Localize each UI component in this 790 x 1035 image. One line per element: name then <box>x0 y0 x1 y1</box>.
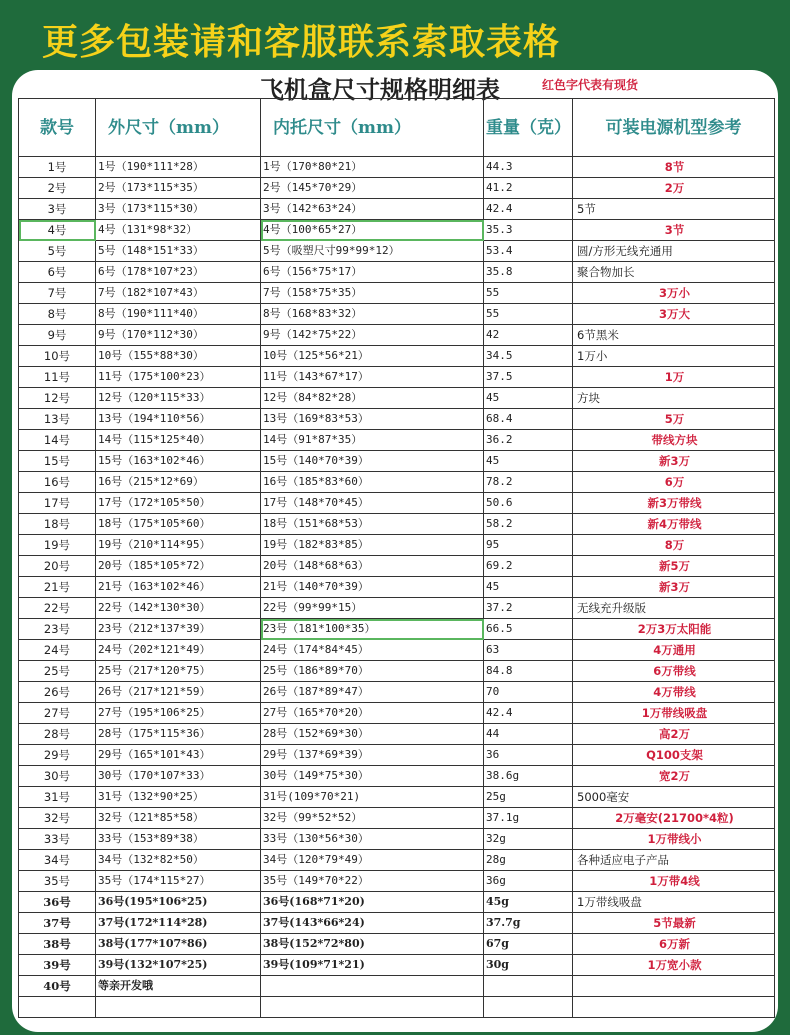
cell-inner-size: 25号（186*89*70） <box>261 661 484 682</box>
cell-compatible-model: 6万带线 <box>573 661 775 682</box>
cell-inner-size: 36号(168*71*20) <box>261 892 484 913</box>
cell-compatible-model: 带线方块 <box>573 430 775 451</box>
cell-weight: 45 <box>484 577 573 598</box>
cell-weight: 36.2 <box>484 430 573 451</box>
cell-weight: 45 <box>484 451 573 472</box>
cell-weight: 45 <box>484 388 573 409</box>
cell-outer-size: 10号（155*88*30） <box>96 346 261 367</box>
cell-model-no: 1号 <box>19 157 96 178</box>
cell-model-no: 15号 <box>19 451 96 472</box>
cell-model-no: 5号 <box>19 241 96 262</box>
banner-title: 更多包装请和客服联系索取表格 <box>42 22 561 63</box>
table-row <box>19 304 775 325</box>
cell-outer-size: 11号（175*100*23） <box>96 367 261 388</box>
cell-outer-size: 31号（132*90*25） <box>96 787 261 808</box>
cell-outer-size: 22号（142*130*30） <box>96 598 261 619</box>
cell-weight: 42 <box>484 325 573 346</box>
cell-compatible-model: 6万新 <box>573 934 775 955</box>
cell-compatible-model: 2万 <box>573 178 775 199</box>
cell-outer-size <box>96 997 261 1018</box>
cell-outer-size: 8号（190*111*40） <box>96 304 261 325</box>
cell-model-no: 30号 <box>19 766 96 787</box>
cell-model-no: 13号 <box>19 409 96 430</box>
cell-weight: 37.1g <box>484 808 573 829</box>
cell-compatible-model: 新3万 <box>573 577 775 598</box>
cell-outer-size: 34号（132*82*50） <box>96 850 261 871</box>
cell-outer-size: 36号(195*106*25) <box>96 892 261 913</box>
cell-outer-size: 32号（121*85*58） <box>96 808 261 829</box>
cell-compatible-model: 1万带4线 <box>573 871 775 892</box>
cell-weight: 69.2 <box>484 556 573 577</box>
cell-compatible-model: 3节 <box>573 220 775 241</box>
table-row <box>19 682 775 703</box>
cell-outer-size: 37号(172*114*28) <box>96 913 261 934</box>
cell-weight: 37.7g <box>484 913 573 934</box>
cell-outer-size: 14号（115*125*40） <box>96 430 261 451</box>
table-row <box>19 325 775 346</box>
cell-compatible-model: 新3万 <box>573 451 775 472</box>
table-row <box>19 703 775 724</box>
cell-weight: 37.5 <box>484 367 573 388</box>
cell-outer-size: 1号（190*111*28） <box>96 157 261 178</box>
cell-weight: 34.5 <box>484 346 573 367</box>
cell-outer-size: 19号（210*114*95） <box>96 535 261 556</box>
cell-inner-size: 23号（181*100*35） <box>261 619 484 640</box>
cell-outer-size: 2号（173*115*35） <box>96 178 261 199</box>
cell-weight: 70 <box>484 682 573 703</box>
table-row <box>19 598 775 619</box>
cell-model-no: 23号 <box>19 619 96 640</box>
cell-weight: 44 <box>484 724 573 745</box>
cell-outer-size: 18号（175*105*60） <box>96 514 261 535</box>
cell-outer-size: 13号（194*110*56） <box>96 409 261 430</box>
cell-inner-size: 26号（187*89*47） <box>261 682 484 703</box>
cell-compatible-model: 2万3万太阳能 <box>573 619 775 640</box>
cell-model-no: 29号 <box>19 745 96 766</box>
cell-weight: 42.4 <box>484 703 573 724</box>
cell-inner-size: 19号（182*83*85） <box>261 535 484 556</box>
cell-compatible-model: 4万通用 <box>573 640 775 661</box>
table-row <box>19 430 775 451</box>
table-row <box>19 535 775 556</box>
cell-outer-size: 29号（165*101*43） <box>96 745 261 766</box>
cell-model-no: 28号 <box>19 724 96 745</box>
cell-compatible-model: 2万毫安(21700*4粒) <box>573 808 775 829</box>
cell-outer-size: 39号(132*107*25) <box>96 955 261 976</box>
cell-model-no: 37号 <box>19 913 96 934</box>
cell-outer-size: 35号（174*115*27） <box>96 871 261 892</box>
table-row <box>19 745 775 766</box>
cell-model-no: 6号 <box>19 262 96 283</box>
cell-model-no: 16号 <box>19 472 96 493</box>
table-row <box>19 913 775 934</box>
cell-inner-size: 21号（140*70*39） <box>261 577 484 598</box>
cell-inner-size: 28号（152*69*30） <box>261 724 484 745</box>
cell-weight: 53.4 <box>484 241 573 262</box>
cell-outer-size: 17号（172*105*50） <box>96 493 261 514</box>
cell-weight <box>484 976 573 997</box>
cell-weight: 36g <box>484 871 573 892</box>
cell-weight: 35.8 <box>484 262 573 283</box>
spec-table <box>18 98 775 1018</box>
cell-outer-size: 24号（202*121*49） <box>96 640 261 661</box>
cell-outer-size: 9号（170*112*30） <box>96 325 261 346</box>
cell-model-no: 4号 <box>19 220 96 241</box>
table-row <box>19 409 775 430</box>
table-row <box>19 640 775 661</box>
cell-inner-size: 20号（148*68*63） <box>261 556 484 577</box>
cell-inner-size: 15号（140*70*39） <box>261 451 484 472</box>
cell-weight: 30g <box>484 955 573 976</box>
cell-inner-size: 29号（137*69*39） <box>261 745 484 766</box>
cell-model-no: 21号 <box>19 577 96 598</box>
cell-inner-size: 7号（158*75*35） <box>261 283 484 304</box>
cell-inner-size: 37号(143*66*24) <box>261 913 484 934</box>
cell-outer-size: 26号（217*121*59） <box>96 682 261 703</box>
cell-inner-size: 35号（149*70*22） <box>261 871 484 892</box>
cell-model-no: 32号 <box>19 808 96 829</box>
table-row <box>19 997 775 1018</box>
table-row <box>19 367 775 388</box>
cell-compatible-model: 方块 <box>573 388 775 409</box>
cell-weight: 25g <box>484 787 573 808</box>
cell-weight: 78.2 <box>484 472 573 493</box>
table-row <box>19 472 775 493</box>
cell-model-no: 9号 <box>19 325 96 346</box>
cell-model-no: 10号 <box>19 346 96 367</box>
cell-weight: 95 <box>484 535 573 556</box>
cell-compatible-model: 5000毫安 <box>573 787 775 808</box>
cell-weight: 37.2 <box>484 598 573 619</box>
cell-compatible-model: 1万小 <box>573 346 775 367</box>
cell-weight <box>484 997 573 1018</box>
cell-inner-size: 22号（99*99*15） <box>261 598 484 619</box>
cell-compatible-model: 4万带线 <box>573 682 775 703</box>
cell-outer-size: 等亲开发哦 <box>96 976 261 997</box>
cell-compatible-model: Q100支架 <box>573 745 775 766</box>
cell-inner-size: 27号（165*70*20） <box>261 703 484 724</box>
cell-model-no: 17号 <box>19 493 96 514</box>
cell-model-no: 35号 <box>19 871 96 892</box>
cell-model-no: 25号 <box>19 661 96 682</box>
table-row <box>19 829 775 850</box>
cell-model-no: 39号 <box>19 955 96 976</box>
cell-model-no: 40号 <box>19 976 96 997</box>
cell-model-no: 11号 <box>19 367 96 388</box>
table-row <box>19 955 775 976</box>
cell-model-no: 2号 <box>19 178 96 199</box>
cell-outer-size: 38号(177*107*86) <box>96 934 261 955</box>
cell-inner-size: 16号（185*83*60） <box>261 472 484 493</box>
cell-model-no: 7号 <box>19 283 96 304</box>
cell-outer-size: 27号（195*106*25） <box>96 703 261 724</box>
cell-compatible-model: 新4万带线 <box>573 514 775 535</box>
cell-compatible-model: 6节黑米 <box>573 325 775 346</box>
cell-model-no: 38号 <box>19 934 96 955</box>
promo-banner <box>0 0 790 70</box>
cell-compatible-model: 1万带线吸盘 <box>573 703 775 724</box>
cell-inner-size: 3号（142*63*24） <box>261 199 484 220</box>
cell-inner-size: 24号（174*84*45） <box>261 640 484 661</box>
cell-inner-size: 10号（125*56*21） <box>261 346 484 367</box>
cell-compatible-model: 高2万 <box>573 724 775 745</box>
cell-compatible-model: 8万 <box>573 535 775 556</box>
cell-compatible-model: 1万带线吸盘 <box>573 892 775 913</box>
cell-weight: 55 <box>484 304 573 325</box>
cell-compatible-model: 1万带线小 <box>573 829 775 850</box>
cell-model-no: 34号 <box>19 850 96 871</box>
cell-inner-size: 33号（130*56*30） <box>261 829 484 850</box>
header-model-no: 款号 <box>19 99 96 157</box>
table-row <box>19 388 775 409</box>
table-row <box>19 934 775 955</box>
cell-inner-size: 8号（168*83*32） <box>261 304 484 325</box>
cell-outer-size: 15号（163*102*46） <box>96 451 261 472</box>
cell-inner-size: 4号（100*65*27） <box>261 220 484 241</box>
cell-inner-size: 14号（91*87*35） <box>261 430 484 451</box>
table-row <box>19 556 775 577</box>
cell-outer-size: 16号（215*12*69） <box>96 472 261 493</box>
sheet-title: 飞机盒尺寸规格明细表 <box>260 75 500 104</box>
cell-compatible-model: 5万 <box>573 409 775 430</box>
cell-outer-size: 7号（182*107*43） <box>96 283 261 304</box>
cell-outer-size: 25号（217*120*75） <box>96 661 261 682</box>
spec-sheet <box>12 70 778 1032</box>
header-weight: 重量（克） <box>484 99 573 157</box>
cell-inner-size: 31号(109*70*21) <box>261 787 484 808</box>
cell-inner-size: 39号(109*71*21) <box>261 955 484 976</box>
cell-compatible-model: 8节 <box>573 157 775 178</box>
table-row <box>19 283 775 304</box>
cell-model-no: 20号 <box>19 556 96 577</box>
table-row <box>19 661 775 682</box>
cell-inner-size: 32号（99*52*52） <box>261 808 484 829</box>
cell-compatible-model: 宽2万 <box>573 766 775 787</box>
cell-compatible-model: 5节最新 <box>573 913 775 934</box>
cell-outer-size: 20号（185*105*72） <box>96 556 261 577</box>
header-inner-size: 内托尺寸（mm） <box>261 99 484 157</box>
cell-weight: 68.4 <box>484 409 573 430</box>
cell-weight: 35.3 <box>484 220 573 241</box>
table-row <box>19 976 775 997</box>
table-row <box>19 724 775 745</box>
cell-model-no: 12号 <box>19 388 96 409</box>
cell-model-no: 18号 <box>19 514 96 535</box>
cell-compatible-model: 5节 <box>573 199 775 220</box>
cell-inner-size: 38号(152*72*80) <box>261 934 484 955</box>
cell-compatible-model: 1万宽小款 <box>573 955 775 976</box>
cell-weight: 58.2 <box>484 514 573 535</box>
cell-weight: 66.5 <box>484 619 573 640</box>
table-header-row <box>19 99 775 157</box>
cell-compatible-model: 3万小 <box>573 283 775 304</box>
cell-inner-size: 5号（吸塑尺寸99*99*12） <box>261 241 484 262</box>
cell-weight: 38.6g <box>484 766 573 787</box>
cell-compatible-model: 新5万 <box>573 556 775 577</box>
cell-compatible-model <box>573 997 775 1018</box>
cell-compatible-model: 无线充升级版 <box>573 598 775 619</box>
table-row <box>19 220 775 241</box>
cell-compatible-model: 圆/方形无线充通用 <box>573 241 775 262</box>
cell-weight: 63 <box>484 640 573 661</box>
cell-model-no <box>19 997 96 1018</box>
cell-compatible-model: 1万 <box>573 367 775 388</box>
cell-weight: 42.4 <box>484 199 573 220</box>
table-row <box>19 619 775 640</box>
table-row <box>19 577 775 598</box>
table-row <box>19 892 775 913</box>
cell-model-no: 19号 <box>19 535 96 556</box>
cell-model-no: 26号 <box>19 682 96 703</box>
cell-inner-size <box>261 976 484 997</box>
cell-inner-size: 30号（149*75*30） <box>261 766 484 787</box>
cell-compatible-model: 各种适应电子产品 <box>573 850 775 871</box>
cell-weight: 67g <box>484 934 573 955</box>
cell-outer-size: 3号（173*115*30） <box>96 199 261 220</box>
cell-model-no: 36号 <box>19 892 96 913</box>
cell-weight: 44.3 <box>484 157 573 178</box>
table-row <box>19 178 775 199</box>
table-row <box>19 346 775 367</box>
cell-weight: 84.8 <box>484 661 573 682</box>
cell-model-no: 33号 <box>19 829 96 850</box>
table-row <box>19 451 775 472</box>
table-row <box>19 514 775 535</box>
cell-weight: 45g <box>484 892 573 913</box>
table-row <box>19 262 775 283</box>
cell-model-no: 3号 <box>19 199 96 220</box>
stock-note: 红色字代表有现货 <box>542 78 639 92</box>
cell-weight: 36 <box>484 745 573 766</box>
cell-inner-size: 34号（120*79*49） <box>261 850 484 871</box>
cell-weight: 50.6 <box>484 493 573 514</box>
cell-compatible-model: 6万 <box>573 472 775 493</box>
cell-outer-size: 28号（175*115*36） <box>96 724 261 745</box>
cell-inner-size: 1号（170*80*21） <box>261 157 484 178</box>
cell-model-no: 22号 <box>19 598 96 619</box>
cell-model-no: 24号 <box>19 640 96 661</box>
cell-inner-size <box>261 997 484 1018</box>
cell-outer-size: 12号（120*115*33） <box>96 388 261 409</box>
cell-compatible-model <box>573 976 775 997</box>
table-row <box>19 850 775 871</box>
cell-model-no: 31号 <box>19 787 96 808</box>
cell-outer-size: 21号（163*102*46） <box>96 577 261 598</box>
cell-inner-size: 6号（156*75*17） <box>261 262 484 283</box>
cell-model-no: 8号 <box>19 304 96 325</box>
table-row <box>19 787 775 808</box>
cell-model-no: 27号 <box>19 703 96 724</box>
cell-inner-size: 18号（151*68*53） <box>261 514 484 535</box>
cell-inner-size: 17号（148*70*45） <box>261 493 484 514</box>
table-row <box>19 808 775 829</box>
table-row <box>19 157 775 178</box>
cell-compatible-model: 3万大 <box>573 304 775 325</box>
cell-inner-size: 12号（84*82*28） <box>261 388 484 409</box>
cell-outer-size: 6号（178*107*23） <box>96 262 261 283</box>
cell-inner-size: 2号（145*70*29） <box>261 178 484 199</box>
cell-weight: 41.2 <box>484 178 573 199</box>
cell-weight: 32g <box>484 829 573 850</box>
cell-model-no: 14号 <box>19 430 96 451</box>
table-row <box>19 871 775 892</box>
cell-inner-size: 13号（169*83*53） <box>261 409 484 430</box>
cell-outer-size: 30号（170*107*33） <box>96 766 261 787</box>
cell-inner-size: 9号（142*75*22） <box>261 325 484 346</box>
table-row <box>19 493 775 514</box>
cell-outer-size: 23号（212*137*39） <box>96 619 261 640</box>
table-row <box>19 766 775 787</box>
cell-inner-size: 11号（143*67*17） <box>261 367 484 388</box>
header-compatible-model: 可装电源机型参考 <box>573 99 775 157</box>
cell-compatible-model: 聚合物加长 <box>573 262 775 283</box>
cell-outer-size: 4号（131*98*32） <box>96 220 261 241</box>
cell-weight: 55 <box>484 283 573 304</box>
cell-outer-size: 33号（153*89*38） <box>96 829 261 850</box>
cell-compatible-model: 新3万带线 <box>573 493 775 514</box>
header-outer-size: 外尺寸（mm） <box>96 99 261 157</box>
cell-weight: 28g <box>484 850 573 871</box>
cell-outer-size: 5号（148*151*33） <box>96 241 261 262</box>
table-row <box>19 199 775 220</box>
table-row <box>19 241 775 262</box>
